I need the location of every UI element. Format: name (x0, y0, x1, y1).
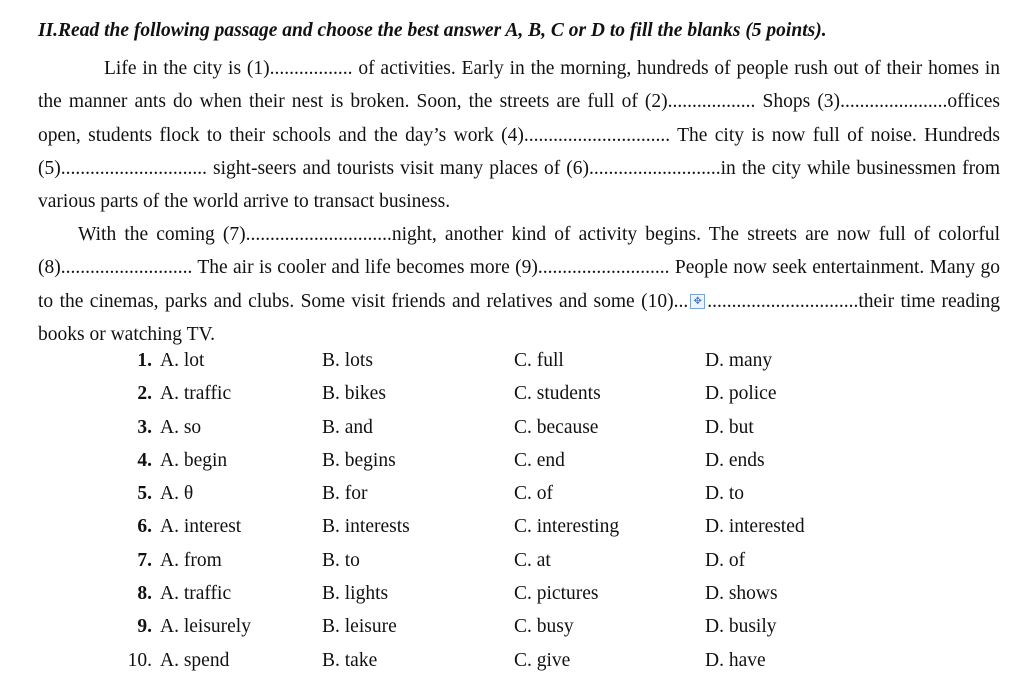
option-a: A. from (160, 549, 222, 571)
option-b: B. and (322, 416, 373, 438)
blank-9: ........................... (537, 257, 670, 279)
option-b: B. for (322, 483, 368, 505)
question-number: 7. (137, 549, 152, 571)
table-move-handle-icon[interactable]: ✥ (690, 294, 705, 309)
option-a: A. lot (160, 350, 205, 371)
passage-text: their time reading books or watching TV. (38, 290, 1000, 345)
blank-10-cont: ............................... (707, 290, 859, 312)
blank-1: ................. (269, 58, 353, 79)
option-b: B. bikes (322, 383, 386, 405)
option-b: B. lights (322, 583, 389, 605)
passage-text: The air is cooler and life becomes more (9) (192, 257, 538, 279)
option-d: D. busily (705, 616, 777, 638)
option-d: D. of (705, 549, 746, 571)
blank-5: .............................. (60, 157, 207, 179)
blank-8: ........................... (60, 257, 193, 279)
option-b: B. lots (322, 350, 373, 371)
question-number: 4. (137, 449, 152, 471)
option-c: C. end (514, 449, 565, 471)
option-a: A. traffic (160, 383, 232, 405)
passage-text: night, another kind of activity begins. The streets are now full of colorful (8) (38, 224, 1000, 279)
option-a: A. interest (160, 516, 242, 538)
passage-paragraph-1 (38, 52, 1000, 218)
passage-text: Shops (3) (755, 91, 841, 113)
option-a: A. so (160, 416, 202, 438)
passage-text: offices open, students flock to their schools and the day’s work (4) (38, 91, 1001, 146)
passage-text: With the coming (7) (78, 224, 246, 245)
passage-paragraph-2 (38, 218, 1000, 351)
question-number: 9. (137, 616, 152, 638)
option-c: C. of (514, 483, 553, 505)
option-d: D. shows (705, 583, 778, 605)
question-number: 10. (127, 649, 152, 671)
blank-2: .................. (667, 91, 756, 113)
option-d: D. interested (705, 516, 805, 538)
question-number: 8. (137, 583, 152, 605)
option-a: A. begin (160, 449, 228, 471)
option-d: D. have (705, 649, 766, 671)
passage-text: People now seek entertainment. Many go to the cinemas, parks and clubs. Some visit friends and relatives and some (10) (38, 257, 1000, 312)
option-c: C. full (514, 350, 564, 371)
option-c: C. because (514, 416, 599, 438)
option-b: B. leisure (322, 616, 397, 638)
option-d: D. many (705, 350, 773, 371)
option-b: B. interests (322, 516, 410, 538)
passage-text: in the city while businessmen from various parts of the world arrive to transact business. (38, 157, 1000, 213)
option-c: C. pictures (514, 583, 599, 605)
passage-text: sight-seers and tourists visit many places of (6) (207, 157, 589, 179)
blank-7: .............................. (245, 224, 392, 245)
option-c: C. give (514, 649, 571, 671)
option-a: A. traffic (160, 583, 232, 605)
passage-text: Life in the city is (1) (104, 58, 270, 79)
option-a: A. leisurely (160, 616, 251, 638)
option-c: C. students (514, 383, 601, 405)
option-d: D. ends (705, 449, 765, 471)
option-d: D. police (705, 383, 777, 405)
blank-3: ...................... (840, 91, 948, 113)
option-b: B. to (322, 549, 360, 571)
blank-4: .............................. (523, 124, 671, 146)
passage-text: The city is now full of noise. Hundreds (5) (38, 124, 1000, 179)
option-d: D. to (705, 483, 744, 505)
blank-10: ... (673, 290, 689, 312)
option-c: C. busy (514, 616, 574, 638)
option-a: A. spend (160, 649, 230, 671)
option-b: B. begins (322, 449, 396, 471)
option-d: D. but (705, 416, 754, 438)
question-number: 2. (137, 383, 152, 405)
exercise-heading: II.Read the following passage and choose the best answer A, B, C or D to fill the blanks (5 points). (38, 20, 827, 41)
question-number: 3. (137, 416, 152, 438)
question-number: 1. (137, 350, 152, 371)
option-c: C. interesting (514, 516, 620, 538)
blank-6: ........................... (589, 157, 721, 179)
option-c: C. at (514, 549, 551, 571)
question-number: 6. (137, 516, 152, 538)
option-b: B. take (322, 649, 378, 671)
passage-text: of activities. Early in the morning, hundreds of people rush out of their homes in the manner ants do when their nest is broken. Soon, the streets are full of (2) (38, 58, 1001, 113)
question-number: 5. (137, 483, 152, 505)
option-a: A. θ (160, 483, 194, 505)
